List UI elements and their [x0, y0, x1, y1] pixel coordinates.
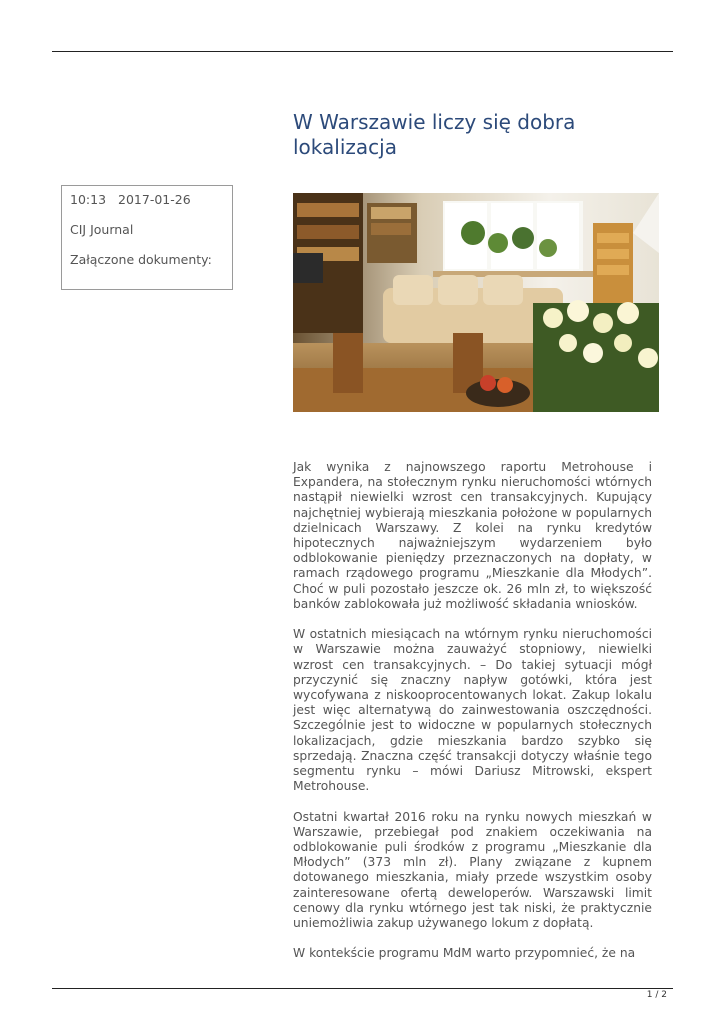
article-photo-living-room [293, 193, 659, 412]
article-date: 2017-01-26 [118, 192, 191, 207]
article-time: 10:13 [70, 192, 107, 207]
article-paragraph: Ostatni kwartał 2016 roku na rynku nowych mieszkań w Warszawie, przebiegał pod znakiem oczekiwania na odblokowanie puli środków z programu „Mieszkanie dla Młodych” (373 mln zł). Plany związane z kupnem dotowanego mieszkania, miały przede wszystkim osoby zainteresowane ofertą deweloperów. Warszawski limit cenowy dla rynku wtórnego jest tak niski, że praktycznie uniemożliwia zakup używanego lokum z dopłatą. [293, 809, 652, 931]
header-rule [52, 51, 673, 52]
article-meta-box [61, 185, 233, 290]
article-source: CIJ Journal [70, 222, 134, 237]
article-paragraph: W kontekście programu MdM warto przypomnieć, że na [293, 946, 636, 961]
article-paragraph: Jak wynika z najnowszego raportu Metrohouse i Expandera, na stołecznym rynku nieruchomości wtórnych nastąpił niewielki wzrost cen transakcyjnych. Kupujący najchętniej wybierają mieszkania położone w popularnych dzielnicach Warszawy. Z kolei na rynku kredytów hipotecznych najważniejszym wydarzeniem było odblokowanie pieniędzy przeznaczonych na dopłaty, w ramach rządowego programu „Mieszkanie dla Młodych”. Choć w puli pozostało jeszcze ok. 26 mln zł, to większość banków zablokowała już możliwość składania wniosków. [293, 460, 652, 611]
article-paragraph: W ostatnich miesiącach na wtórnym rynku nieruchomości w Warszawie można zauważyć stopniowy, niewielki wzrost cen transakcyjnych. – Do takiej sytuacji mógł przyczynić się znaczny napływ gotówki, która jest wycofywana z niskooprocentowanych lokat. Zakup lokalu jest więc alternatywą do zainwestowania oszczędności. Szczególnie jest to widoczne w popularnych stołecznych lokalizacjach, gdzie mieszkania bardzo szybko się sprzedają. Znaczna część transakcji dotyczy właśnie tego segmentu rynku – mówi Dariusz Mitrowski, ekspert Metrohouse. [293, 627, 652, 794]
page-number: 1 / 2 [646, 990, 667, 1000]
article-body [293, 460, 652, 977]
article-datetime [70, 193, 224, 207]
footer-rule [52, 988, 673, 989]
page-title: W Warszawie liczy się dobra lokalizacja [293, 110, 576, 159]
attachments-label: Załączone dokumenty: [70, 252, 212, 267]
